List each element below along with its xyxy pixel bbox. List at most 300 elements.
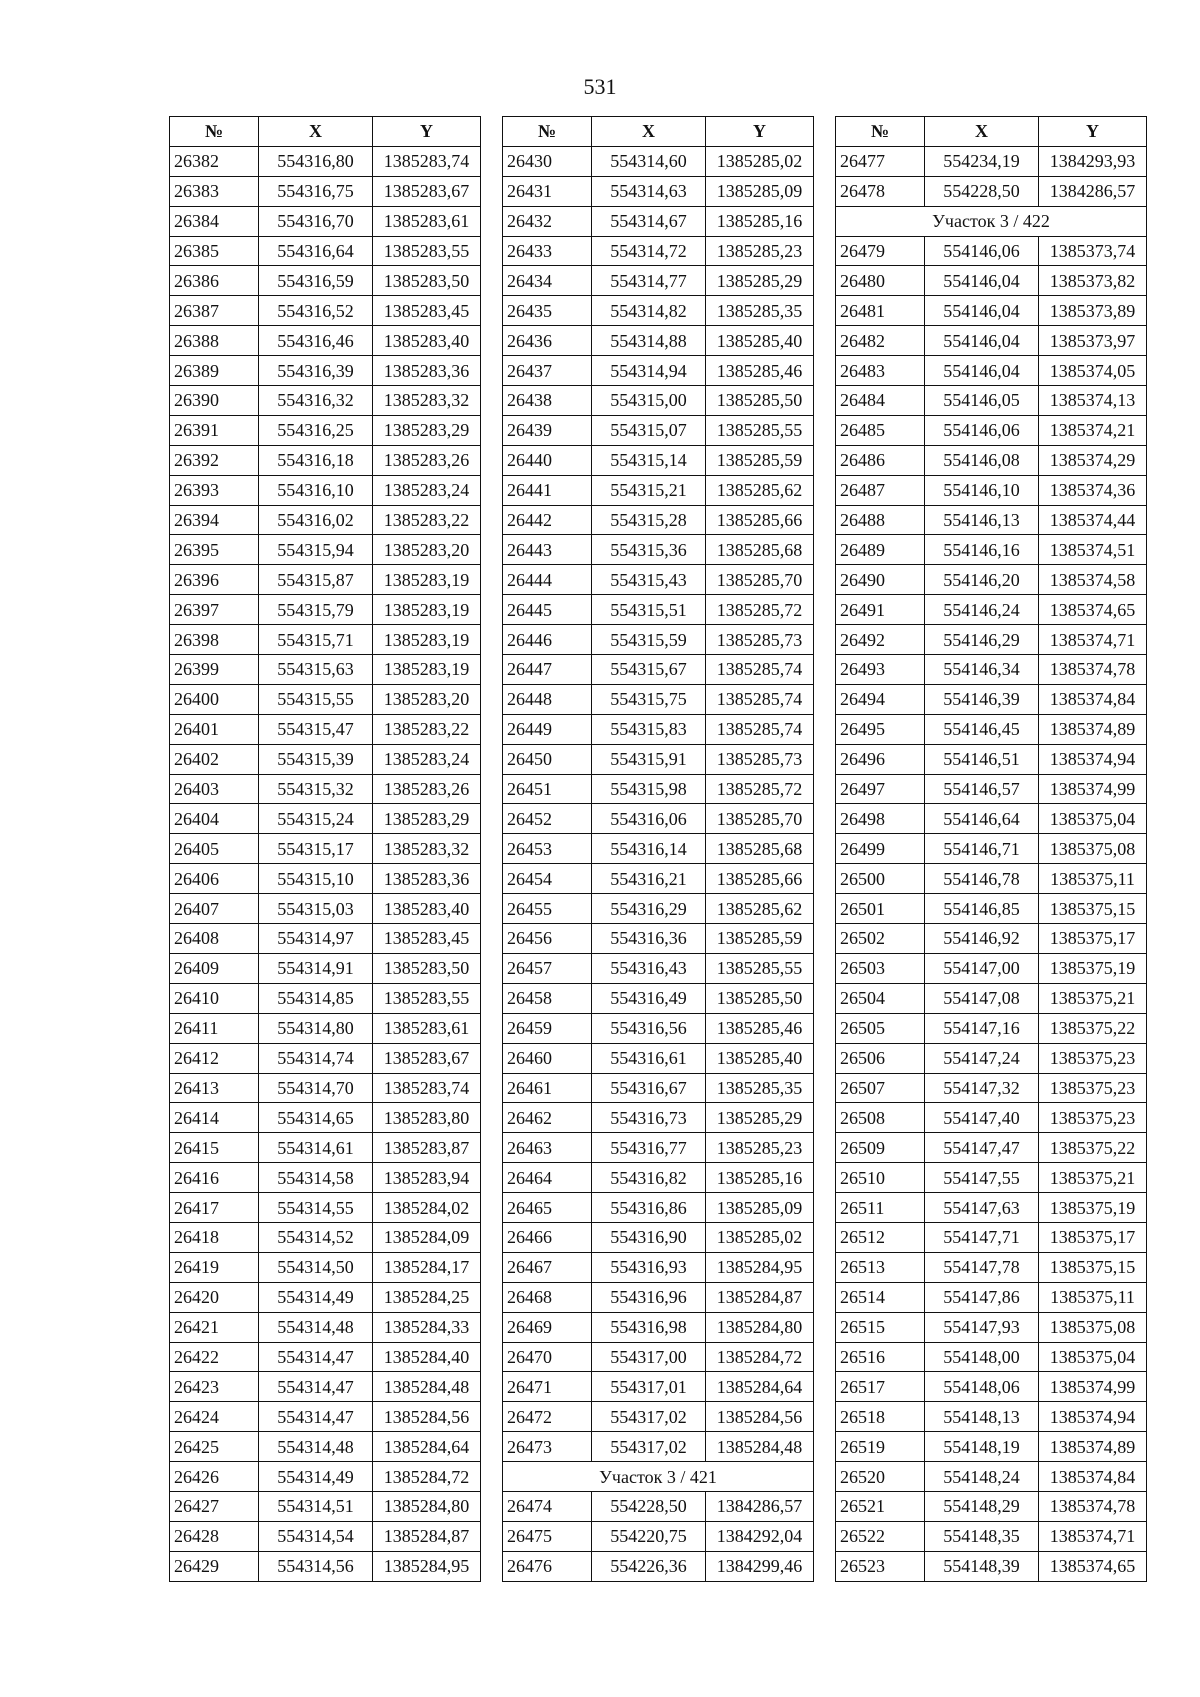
x-coordinate: 554316,43 bbox=[592, 953, 706, 983]
x-coordinate: 554315,21 bbox=[592, 475, 706, 505]
x-coordinate: 554316,10 bbox=[259, 475, 373, 505]
section-label: Участок 3 / 422 bbox=[836, 206, 1147, 236]
point-number: 26468 bbox=[503, 1282, 592, 1312]
point-number: 26463 bbox=[503, 1133, 592, 1163]
point-number: 26422 bbox=[170, 1342, 259, 1372]
point-number: 26423 bbox=[170, 1372, 259, 1402]
x-coordinate: 554314,70 bbox=[259, 1073, 373, 1103]
table-row bbox=[503, 415, 814, 445]
point-number: 26521 bbox=[836, 1491, 925, 1521]
header-row bbox=[503, 117, 814, 147]
table-row bbox=[503, 834, 814, 864]
point-number: 26384 bbox=[170, 206, 259, 236]
x-coordinate: 554316,56 bbox=[592, 1013, 706, 1043]
x-coordinate: 554316,18 bbox=[259, 445, 373, 475]
y-coordinate: 1385283,32 bbox=[373, 834, 481, 864]
x-coordinate: 554147,78 bbox=[925, 1252, 1039, 1282]
y-coordinate: 1385374,89 bbox=[1039, 1432, 1147, 1462]
y-coordinate: 1385374,84 bbox=[1039, 1462, 1147, 1492]
x-coordinate: 554315,47 bbox=[259, 714, 373, 744]
section-row bbox=[836, 206, 1147, 236]
y-coordinate: 1385285,66 bbox=[706, 864, 814, 894]
table-row bbox=[836, 1372, 1147, 1402]
x-coordinate: 554148,19 bbox=[925, 1432, 1039, 1462]
point-number: 26470 bbox=[503, 1342, 592, 1372]
y-coordinate: 1385285,35 bbox=[706, 296, 814, 326]
y-coordinate: 1385283,87 bbox=[373, 1133, 481, 1163]
y-coordinate: 1385285,50 bbox=[706, 386, 814, 416]
point-number: 26466 bbox=[503, 1222, 592, 1252]
table-row bbox=[170, 894, 481, 924]
y-coordinate: 1385283,36 bbox=[373, 356, 481, 386]
y-coordinate: 1385285,72 bbox=[706, 774, 814, 804]
y-coordinate: 1385375,08 bbox=[1039, 834, 1147, 864]
x-coordinate: 554146,10 bbox=[925, 475, 1039, 505]
x-coordinate: 554146,24 bbox=[925, 595, 1039, 625]
point-number: 26409 bbox=[170, 953, 259, 983]
point-number: 26392 bbox=[170, 445, 259, 475]
x-coordinate: 554314,47 bbox=[259, 1342, 373, 1372]
point-number: 26484 bbox=[836, 386, 925, 416]
table-row bbox=[170, 1282, 481, 1312]
point-number: 26492 bbox=[836, 625, 925, 655]
point-number: 26455 bbox=[503, 894, 592, 924]
y-coordinate: 1385375,15 bbox=[1039, 894, 1147, 924]
table-row bbox=[503, 1193, 814, 1223]
table-row bbox=[836, 176, 1147, 206]
y-coordinate: 1385375,21 bbox=[1039, 1163, 1147, 1193]
y-coordinate: 1385285,59 bbox=[706, 924, 814, 954]
point-number: 26420 bbox=[170, 1282, 259, 1312]
table-row bbox=[503, 1252, 814, 1282]
y-coordinate: 1385285,02 bbox=[706, 1222, 814, 1252]
table-row bbox=[170, 1133, 481, 1163]
x-coordinate: 554314,82 bbox=[592, 296, 706, 326]
y-coordinate: 1385285,23 bbox=[706, 1133, 814, 1163]
coordinates-table-1 bbox=[169, 116, 481, 1582]
y-coordinate: 1385285,46 bbox=[706, 356, 814, 386]
point-number: 26488 bbox=[836, 505, 925, 535]
point-number: 26442 bbox=[503, 505, 592, 535]
y-coordinate: 1385374,51 bbox=[1039, 535, 1147, 565]
table-row bbox=[170, 834, 481, 864]
y-coordinate: 1385283,19 bbox=[373, 625, 481, 655]
point-number: 26464 bbox=[503, 1163, 592, 1193]
table-row bbox=[170, 296, 481, 326]
x-coordinate: 554314,74 bbox=[259, 1043, 373, 1073]
y-coordinate: 1385283,19 bbox=[373, 655, 481, 685]
point-number: 26481 bbox=[836, 296, 925, 326]
table-row bbox=[170, 953, 481, 983]
y-coordinate: 1385285,29 bbox=[706, 1103, 814, 1133]
point-number: 26441 bbox=[503, 475, 592, 505]
point-number: 26513 bbox=[836, 1252, 925, 1282]
table-row bbox=[170, 1073, 481, 1103]
x-coordinate: 554314,63 bbox=[592, 176, 706, 206]
y-coordinate: 1385283,67 bbox=[373, 1043, 481, 1073]
y-coordinate: 1385374,29 bbox=[1039, 445, 1147, 475]
y-coordinate: 1385283,19 bbox=[373, 595, 481, 625]
table-row bbox=[170, 445, 481, 475]
point-number: 26454 bbox=[503, 864, 592, 894]
x-coordinate: 554315,63 bbox=[259, 655, 373, 685]
y-coordinate: 1384292,04 bbox=[706, 1521, 814, 1551]
x-coordinate: 554317,02 bbox=[592, 1402, 706, 1432]
table-row bbox=[836, 1462, 1147, 1492]
table-row bbox=[503, 1521, 814, 1551]
y-coordinate: 1385283,40 bbox=[373, 326, 481, 356]
point-number: 26401 bbox=[170, 714, 259, 744]
y-coordinate: 1385285,68 bbox=[706, 834, 814, 864]
y-coordinate: 1385285,55 bbox=[706, 415, 814, 445]
table-row bbox=[836, 1043, 1147, 1073]
x-coordinate: 554146,34 bbox=[925, 655, 1039, 685]
y-coordinate: 1385374,71 bbox=[1039, 1521, 1147, 1551]
x-coordinate: 554148,24 bbox=[925, 1462, 1039, 1492]
table-row bbox=[503, 1073, 814, 1103]
x-coordinate: 554316,75 bbox=[259, 176, 373, 206]
y-coordinate: 1385283,29 bbox=[373, 804, 481, 834]
y-coordinate: 1385285,70 bbox=[706, 565, 814, 595]
table-row bbox=[836, 535, 1147, 565]
y-coordinate: 1385285,73 bbox=[706, 625, 814, 655]
y-coordinate: 1385375,23 bbox=[1039, 1103, 1147, 1133]
point-number: 26406 bbox=[170, 864, 259, 894]
table-row bbox=[170, 684, 481, 714]
y-coordinate: 1385283,22 bbox=[373, 505, 481, 535]
table-row bbox=[836, 1103, 1147, 1133]
table-row bbox=[503, 953, 814, 983]
x-coordinate: 554146,04 bbox=[925, 296, 1039, 326]
point-number: 26461 bbox=[503, 1073, 592, 1103]
x-coordinate: 554316,32 bbox=[259, 386, 373, 416]
point-number: 26399 bbox=[170, 655, 259, 685]
table-row bbox=[503, 1013, 814, 1043]
x-coordinate: 554315,55 bbox=[259, 684, 373, 714]
table-row bbox=[503, 1222, 814, 1252]
point-number: 26485 bbox=[836, 415, 925, 445]
page-number: 531 bbox=[583, 74, 617, 99]
y-coordinate: 1385375,22 bbox=[1039, 1133, 1147, 1163]
x-coordinate: 554316,98 bbox=[592, 1312, 706, 1342]
x-coordinate: 554146,04 bbox=[925, 266, 1039, 296]
table-row bbox=[503, 1163, 814, 1193]
y-coordinate: 1385283,55 bbox=[373, 236, 481, 266]
x-coordinate: 554314,48 bbox=[259, 1312, 373, 1342]
table-row bbox=[503, 1133, 814, 1163]
x-coordinate: 554226,36 bbox=[592, 1551, 706, 1581]
table-row bbox=[836, 595, 1147, 625]
y-coordinate: 1385374,65 bbox=[1039, 595, 1147, 625]
table-row bbox=[503, 864, 814, 894]
x-coordinate: 554316,02 bbox=[259, 505, 373, 535]
y-coordinate: 1385284,87 bbox=[373, 1521, 481, 1551]
point-number: 26440 bbox=[503, 445, 592, 475]
table-row bbox=[503, 505, 814, 535]
table-row bbox=[503, 684, 814, 714]
y-coordinate: 1385283,67 bbox=[373, 176, 481, 206]
point-number: 26449 bbox=[503, 714, 592, 744]
table-row bbox=[170, 565, 481, 595]
x-coordinate: 554314,60 bbox=[592, 146, 706, 176]
y-coordinate: 1385284,33 bbox=[373, 1312, 481, 1342]
table-row bbox=[170, 146, 481, 176]
y-coordinate: 1385285,72 bbox=[706, 595, 814, 625]
point-number: 26523 bbox=[836, 1551, 925, 1581]
x-coordinate: 554314,85 bbox=[259, 983, 373, 1013]
x-coordinate: 554315,10 bbox=[259, 864, 373, 894]
x-coordinate: 554148,35 bbox=[925, 1521, 1039, 1551]
x-coordinate: 554315,83 bbox=[592, 714, 706, 744]
point-number: 26518 bbox=[836, 1402, 925, 1432]
y-coordinate: 1384293,93 bbox=[1039, 146, 1147, 176]
point-number: 26476 bbox=[503, 1551, 592, 1581]
y-coordinate: 1384299,46 bbox=[706, 1551, 814, 1581]
x-coordinate: 554314,94 bbox=[592, 356, 706, 386]
table-row bbox=[170, 774, 481, 804]
x-coordinate: 554316,96 bbox=[592, 1282, 706, 1312]
table-row bbox=[503, 356, 814, 386]
y-coordinate: 1385374,65 bbox=[1039, 1551, 1147, 1581]
y-coordinate: 1385374,78 bbox=[1039, 1491, 1147, 1521]
point-number: 26457 bbox=[503, 953, 592, 983]
y-coordinate: 1385283,61 bbox=[373, 1013, 481, 1043]
point-number: 26471 bbox=[503, 1372, 592, 1402]
x-coordinate: 554147,47 bbox=[925, 1133, 1039, 1163]
table-row bbox=[503, 236, 814, 266]
y-coordinate: 1385375,08 bbox=[1039, 1312, 1147, 1342]
table-row bbox=[503, 535, 814, 565]
point-number: 26402 bbox=[170, 744, 259, 774]
point-number: 26396 bbox=[170, 565, 259, 595]
x-coordinate: 554316,82 bbox=[592, 1163, 706, 1193]
point-number: 26451 bbox=[503, 774, 592, 804]
y-coordinate: 1385285,16 bbox=[706, 1163, 814, 1193]
x-coordinate: 554314,55 bbox=[259, 1193, 373, 1223]
x-coordinate: 554315,91 bbox=[592, 744, 706, 774]
table-row bbox=[836, 983, 1147, 1013]
y-coordinate: 1385283,74 bbox=[373, 1073, 481, 1103]
x-coordinate: 554146,04 bbox=[925, 356, 1039, 386]
point-number: 26487 bbox=[836, 475, 925, 505]
x-coordinate: 554314,61 bbox=[259, 1133, 373, 1163]
point-number: 26415 bbox=[170, 1133, 259, 1163]
point-number: 26483 bbox=[836, 356, 925, 386]
table-row bbox=[836, 1193, 1147, 1223]
point-number: 26493 bbox=[836, 655, 925, 685]
x-coordinate: 554146,71 bbox=[925, 834, 1039, 864]
table-row bbox=[503, 1551, 814, 1581]
x-coordinate: 554315,71 bbox=[259, 625, 373, 655]
x-coordinate: 554314,50 bbox=[259, 1252, 373, 1282]
x-coordinate: 554315,36 bbox=[592, 535, 706, 565]
point-number: 26510 bbox=[836, 1163, 925, 1193]
point-number: 26424 bbox=[170, 1402, 259, 1432]
x-coordinate: 554316,73 bbox=[592, 1103, 706, 1133]
table-row bbox=[836, 1282, 1147, 1312]
x-coordinate: 554234,19 bbox=[925, 146, 1039, 176]
y-coordinate: 1385284,40 bbox=[373, 1342, 481, 1372]
y-coordinate: 1385283,19 bbox=[373, 565, 481, 595]
table-row bbox=[170, 1372, 481, 1402]
point-number: 26478 bbox=[836, 176, 925, 206]
x-coordinate: 554316,90 bbox=[592, 1222, 706, 1252]
point-number: 26467 bbox=[503, 1252, 592, 1282]
table-row bbox=[503, 774, 814, 804]
point-number: 26383 bbox=[170, 176, 259, 206]
x-coordinate: 554228,50 bbox=[925, 176, 1039, 206]
x-coordinate: 554317,00 bbox=[592, 1342, 706, 1372]
y-coordinate: 1384286,57 bbox=[1039, 176, 1147, 206]
y-coordinate: 1385374,13 bbox=[1039, 386, 1147, 416]
table-row bbox=[170, 655, 481, 685]
y-coordinate: 1385283,26 bbox=[373, 445, 481, 475]
table-row bbox=[836, 505, 1147, 535]
section-row bbox=[503, 1462, 814, 1492]
table-row bbox=[503, 1432, 814, 1462]
y-coordinate: 1385374,71 bbox=[1039, 625, 1147, 655]
table-row bbox=[503, 445, 814, 475]
table-row bbox=[503, 386, 814, 416]
x-coordinate: 554316,29 bbox=[592, 894, 706, 924]
table-row bbox=[170, 1193, 481, 1223]
y-coordinate: 1385283,20 bbox=[373, 535, 481, 565]
y-coordinate: 1385285,62 bbox=[706, 475, 814, 505]
y-coordinate: 1385283,74 bbox=[373, 146, 481, 176]
y-coordinate: 1385285,55 bbox=[706, 953, 814, 983]
header-row bbox=[170, 117, 481, 147]
y-coordinate: 1385285,59 bbox=[706, 445, 814, 475]
table-row bbox=[170, 1103, 481, 1133]
table-row bbox=[503, 744, 814, 774]
point-number: 26504 bbox=[836, 983, 925, 1013]
x-coordinate: 554314,88 bbox=[592, 326, 706, 356]
x-coordinate: 554316,59 bbox=[259, 266, 373, 296]
point-number: 26514 bbox=[836, 1282, 925, 1312]
x-coordinate: 554315,32 bbox=[259, 774, 373, 804]
point-number: 26460 bbox=[503, 1043, 592, 1073]
x-coordinate: 554314,52 bbox=[259, 1222, 373, 1252]
point-number: 26404 bbox=[170, 804, 259, 834]
x-coordinate: 554148,13 bbox=[925, 1402, 1039, 1432]
x-coordinate: 554317,01 bbox=[592, 1372, 706, 1402]
y-coordinate: 1385284,02 bbox=[373, 1193, 481, 1223]
point-number: 26393 bbox=[170, 475, 259, 505]
table-row bbox=[503, 625, 814, 655]
header-x: X bbox=[592, 117, 706, 147]
x-coordinate: 554314,91 bbox=[259, 953, 373, 983]
point-number: 26428 bbox=[170, 1521, 259, 1551]
table-row bbox=[836, 475, 1147, 505]
table-row bbox=[836, 445, 1147, 475]
y-coordinate: 1385374,94 bbox=[1039, 1402, 1147, 1432]
x-coordinate: 554315,00 bbox=[592, 386, 706, 416]
point-number: 26387 bbox=[170, 296, 259, 326]
point-number: 26501 bbox=[836, 894, 925, 924]
y-coordinate: 1385373,89 bbox=[1039, 296, 1147, 326]
y-coordinate: 1385284,64 bbox=[706, 1372, 814, 1402]
y-coordinate: 1385285,09 bbox=[706, 176, 814, 206]
point-number: 26417 bbox=[170, 1193, 259, 1223]
point-number: 26447 bbox=[503, 655, 592, 685]
y-coordinate: 1385283,50 bbox=[373, 953, 481, 983]
point-number: 26431 bbox=[503, 176, 592, 206]
y-coordinate: 1385284,48 bbox=[373, 1372, 481, 1402]
point-number: 26500 bbox=[836, 864, 925, 894]
table-row bbox=[170, 864, 481, 894]
table-row bbox=[503, 206, 814, 236]
section-label: Участок 3 / 421 bbox=[503, 1462, 814, 1492]
point-number: 26413 bbox=[170, 1073, 259, 1103]
x-coordinate: 554316,14 bbox=[592, 834, 706, 864]
point-number: 26418 bbox=[170, 1222, 259, 1252]
point-number: 26473 bbox=[503, 1432, 592, 1462]
x-coordinate: 554147,24 bbox=[925, 1043, 1039, 1073]
y-coordinate: 1385374,78 bbox=[1039, 655, 1147, 685]
y-coordinate: 1385285,62 bbox=[706, 894, 814, 924]
header-y: Y bbox=[373, 117, 481, 147]
y-coordinate: 1385374,44 bbox=[1039, 505, 1147, 535]
x-coordinate: 554146,06 bbox=[925, 236, 1039, 266]
y-coordinate: 1385284,17 bbox=[373, 1252, 481, 1282]
header-number: № bbox=[503, 117, 592, 147]
x-coordinate: 554147,08 bbox=[925, 983, 1039, 1013]
y-coordinate: 1385283,94 bbox=[373, 1163, 481, 1193]
point-number: 26458 bbox=[503, 983, 592, 1013]
point-number: 26505 bbox=[836, 1013, 925, 1043]
table-row bbox=[170, 1252, 481, 1282]
point-number: 26390 bbox=[170, 386, 259, 416]
table-row bbox=[836, 236, 1147, 266]
y-coordinate: 1385283,40 bbox=[373, 894, 481, 924]
table-row bbox=[170, 415, 481, 445]
x-coordinate: 554148,29 bbox=[925, 1491, 1039, 1521]
x-coordinate: 554148,39 bbox=[925, 1551, 1039, 1581]
x-coordinate: 554314,67 bbox=[592, 206, 706, 236]
point-number: 26497 bbox=[836, 774, 925, 804]
table-row bbox=[503, 924, 814, 954]
point-number: 26411 bbox=[170, 1013, 259, 1043]
y-coordinate: 1385283,50 bbox=[373, 266, 481, 296]
y-coordinate: 1385285,40 bbox=[706, 326, 814, 356]
x-coordinate: 554146,29 bbox=[925, 625, 1039, 655]
x-coordinate: 554314,80 bbox=[259, 1013, 373, 1043]
table-row bbox=[170, 1222, 481, 1252]
x-coordinate: 554316,06 bbox=[592, 804, 706, 834]
y-coordinate: 1385375,11 bbox=[1039, 1282, 1147, 1312]
point-number: 26491 bbox=[836, 595, 925, 625]
y-coordinate: 1385285,40 bbox=[706, 1043, 814, 1073]
point-number: 26499 bbox=[836, 834, 925, 864]
point-number: 26452 bbox=[503, 804, 592, 834]
point-number: 26489 bbox=[836, 535, 925, 565]
y-coordinate: 1385285,50 bbox=[706, 983, 814, 1013]
header-x: X bbox=[259, 117, 373, 147]
table-row bbox=[170, 1043, 481, 1073]
point-number: 26445 bbox=[503, 595, 592, 625]
table-row bbox=[836, 804, 1147, 834]
point-number: 26394 bbox=[170, 505, 259, 535]
point-number: 26486 bbox=[836, 445, 925, 475]
header-number: № bbox=[170, 117, 259, 147]
point-number: 26522 bbox=[836, 1521, 925, 1551]
point-number: 26395 bbox=[170, 535, 259, 565]
point-number: 26435 bbox=[503, 296, 592, 326]
y-coordinate: 1385284,80 bbox=[706, 1312, 814, 1342]
point-number: 26517 bbox=[836, 1372, 925, 1402]
point-number: 26496 bbox=[836, 744, 925, 774]
x-coordinate: 554147,32 bbox=[925, 1073, 1039, 1103]
